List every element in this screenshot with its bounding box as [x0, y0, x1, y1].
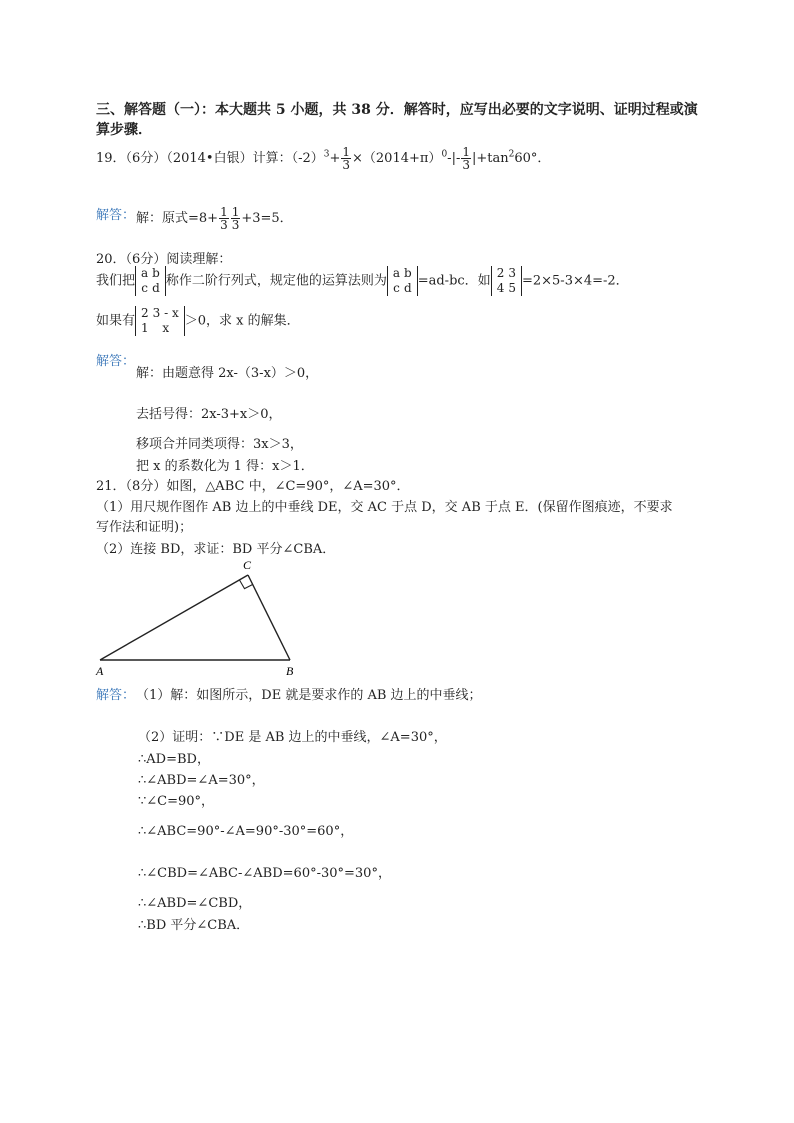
det-cell: a	[141, 266, 149, 280]
q19-exp0: 0	[441, 149, 448, 160]
q19-fraction-2	[461, 146, 471, 171]
det-cell: a	[392, 266, 401, 280]
q19-end: 60°．	[514, 151, 551, 166]
side-cb	[248, 575, 290, 660]
q21-proof-1: （2）证明：∵DE 是 AB 边上的中垂线，∠A=30°，	[138, 730, 447, 745]
det-cell: b	[404, 266, 412, 280]
q19-sol-end: +3=5．	[241, 211, 293, 226]
q21-proof-7: ∴∠ABD=∠CBD，	[138, 896, 252, 911]
q19-sol-fraction-1	[219, 206, 229, 231]
q19-solution	[136, 206, 293, 231]
det-cell: c	[393, 281, 400, 295]
q19-frac2-den: 3	[462, 158, 470, 172]
section-title-line2: 算步骤．	[96, 122, 152, 138]
q21-ans-1: （1）解：如图所示，DE 就是要求作的 AB 边上的中垂线；	[136, 688, 482, 703]
det-cell: 5	[508, 281, 516, 295]
q19-tail: |+tan	[471, 151, 509, 166]
q21-title: 21．（8分）如图，△ABC 中，∠C=90°，∠A=30°．	[96, 479, 410, 494]
det-cell: 1	[141, 321, 149, 335]
q20-line1-b: 称作二阶行列式，规定他的运算法则为	[165, 273, 387, 289]
q20-line1	[96, 266, 629, 296]
det-cell: x	[162, 321, 170, 335]
determinant-x	[135, 306, 185, 336]
q19-frac2-num: 1	[462, 145, 470, 159]
q19-sol-fraction-2	[231, 206, 241, 231]
q19-answer-label: 解答：	[96, 208, 136, 223]
section-title-line1: 三、解答题（一）：本大题共 5 小题，共 38 分．解答时，应写出必要的文字说明、证明过程或演	[96, 102, 698, 118]
det-cell: 3	[508, 266, 516, 280]
q20-line2-b: ＞0，求 x 的解集．	[184, 313, 300, 329]
q20-title: 20．（6分）阅读理解：	[96, 252, 232, 267]
label-b: B	[286, 664, 294, 678]
q21-proof-5: ∴∠ABC=90°-∠A=90°-30°=60°，	[138, 824, 354, 839]
q21-part1-line1: （1）用尺规作图作 AB 边上的中垂线 DE，交 AC 于点 D，交 AB 于点 E．(保留作图痕迹，不要求	[96, 500, 673, 515]
q19-sol-f1-num: 1	[220, 205, 228, 219]
det-cell: 2	[141, 306, 149, 320]
q20-line1-d: =2×5-3×4=-2．	[521, 273, 629, 289]
q21-part2: （2）连接 BD，求证：BD 平分∠CBA．	[96, 542, 336, 557]
q20-sol-1: 解：由题意得 2x-（3-x）＞0，	[136, 366, 319, 381]
label-a: A	[96, 664, 104, 678]
det-cell: 4	[496, 281, 505, 295]
q21-proof-3: ∴∠ABD=∠A=30°，	[138, 773, 265, 788]
label-c: C	[243, 558, 252, 572]
determinant-abcd	[135, 266, 166, 296]
q21-proof-8: ∴BD 平分∠CBA．	[138, 918, 250, 933]
q21-proof-2: ∴AD=BD，	[138, 752, 210, 767]
q19-statement	[96, 146, 550, 171]
q19-mid: ×（2014+π）	[352, 151, 442, 166]
q20-answer-label: 解答：	[96, 354, 136, 369]
det-cell: d	[152, 281, 160, 295]
q19-fraction	[341, 146, 351, 171]
q20-line1-c: =ad-bc．如	[417, 273, 491, 289]
q19-sol-prefix: 解：原式=8+	[136, 211, 219, 226]
determinant-2345	[491, 266, 522, 296]
q19-frac-num: 1	[342, 145, 351, 159]
det-cell: b	[152, 266, 160, 280]
q19-sol-f2-den: 3	[231, 218, 240, 232]
triangle-figure	[90, 555, 310, 680]
q20-sol-2: 去括号得：2x-3+x＞0，	[136, 407, 282, 422]
q21-proof-6: ∴∠CBD=∠ABC-∠ABD=60°-30°=30°，	[138, 866, 391, 881]
q19-sol-f1-den: 3	[220, 218, 228, 232]
q19-exp3: 3	[323, 149, 330, 160]
q21-part1-line2: 写作法和证明)；	[96, 520, 193, 535]
q21-answer-label: 解答：	[96, 688, 136, 703]
determinant-abcd-2	[387, 266, 418, 296]
side-ac	[100, 575, 248, 660]
q19-sol-f2-num: 1	[231, 205, 240, 219]
q20-line2-a: 如果有	[96, 313, 136, 329]
q21-proof-4: ∵∠C=90°，	[138, 794, 215, 809]
q20-line1-a: 我们把	[96, 273, 136, 289]
q19-frac-den: 3	[342, 158, 351, 172]
det-cell: d	[404, 281, 412, 295]
det-cell: 3 - x	[152, 306, 179, 320]
det-cell: c	[141, 281, 148, 295]
q19-plus: +	[329, 151, 341, 166]
q19-minus: -|-	[447, 151, 461, 166]
q20-line2	[96, 306, 300, 336]
q20-sol-3: 移项合并同类项得：3x＞3，	[136, 437, 303, 452]
q19-prefix: 19．（6分）（2014•白银）计算：（-2）	[96, 151, 324, 166]
det-cell: 2	[496, 266, 505, 280]
q19-exp2: 2	[508, 149, 515, 160]
q20-sol-4: 把 x 的系数化为 1 得：x＞1．	[136, 459, 314, 474]
